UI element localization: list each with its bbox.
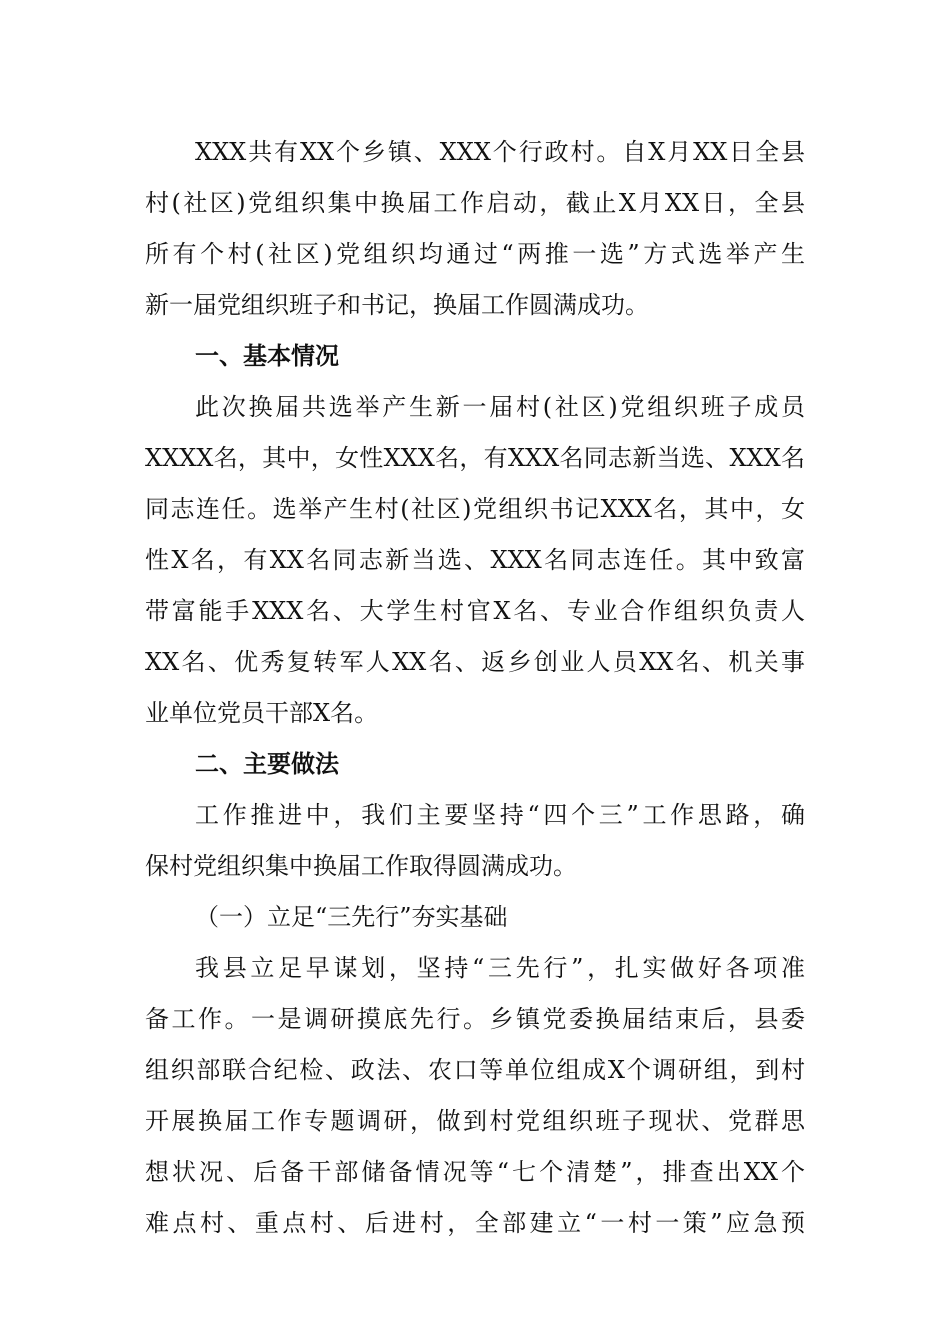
text-line: 性X名，有XX名同志新当选、XXX名同志连任。其中致富 [145,546,805,574]
subsection1-paragraph [145,943,805,1249]
text-line: 新一届党组织班子和书记，换届工作圆满成功。 [145,291,649,319]
intro-paragraph [145,127,805,331]
section2-paragraph [145,790,805,892]
text-line: 此次换届共选举产生新一届村(社区)党组织班子成员 [195,393,805,421]
text-line: XX名、优秀复转军人XX名、返乡创业人员XX名、机关事 [145,648,805,676]
text-line: 备工作。一是调研摸底先行。乡镇党委换届结束后，县委 [145,1005,805,1033]
section-heading-basic-situation: 一、基本情况 [195,342,339,370]
text-line: XXXX名，其中，女性XXX名，有XXX名同志新当选、XXX名 [145,444,805,472]
text-line: XXX共有XX个乡镇、XXX个行政村。自X月XX日全县 [195,138,805,166]
document-page [145,127,805,1249]
text-line: 想状况、后备干部储备情况等“七个清楚”，排查出XX个 [145,1158,805,1186]
text-line: 带富能手XXX名、大学生村官X名、专业合作组织负责人 [145,597,805,625]
text-line: 难点村、重点村、后进村，全部建立“一村一策”应急预 [145,1209,805,1237]
text-line: 所有个村(社区)党组织均通过“两推一选”方式选举产生 [145,240,805,268]
section1-paragraph [145,382,805,739]
text-line: 组织部联合纪检、政法、农口等单位组成X个调研组，到村 [145,1056,805,1084]
text-line: 工作推进中，我们主要坚持“四个三”工作思路，确 [195,801,805,829]
subsection-heading: （一）立足“三先行”夯实基础 [195,903,508,931]
text-line: 我县立足早谋划，坚持“三先行”，扎实做好各项准 [195,954,805,982]
text-line: 同志连任。选举产生村(社区)党组织书记XXX名，其中，女 [145,495,805,523]
text-line: 业单位党员干部X名。 [145,699,379,727]
text-line: 村(社区)党组织集中换届工作启动，截止X月XX日，全县 [145,189,805,217]
text-line: 保村党组织集中换届工作取得圆满成功。 [145,852,577,880]
text-line: 开展换届工作专题调研，做到村党组织班子现状、党群思 [145,1107,805,1135]
section-heading-main-practices: 二、主要做法 [195,750,339,778]
